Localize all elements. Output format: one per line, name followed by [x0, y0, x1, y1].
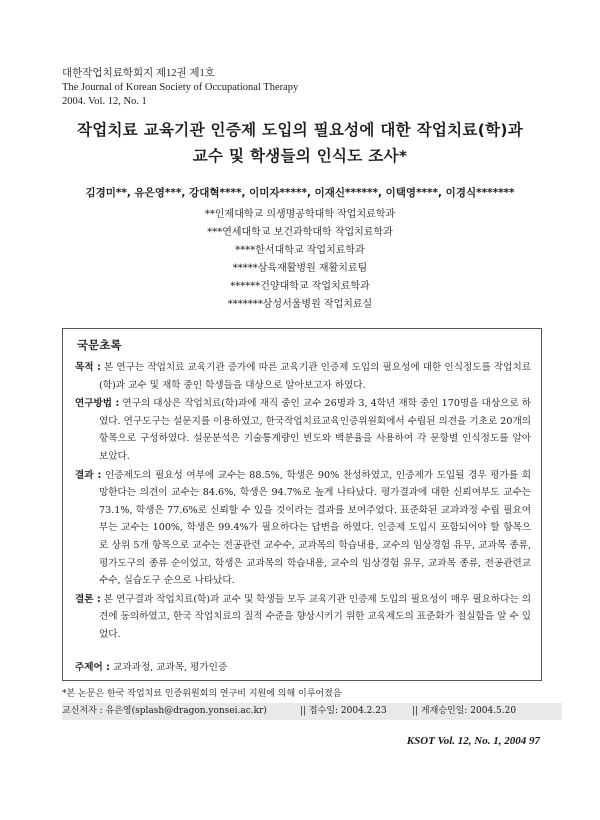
author-list: 김경미**, 유은영***, 강대혁****, 이미자*****, 이재신******, 이택영****, 이경식******* — [85, 187, 515, 199]
section-text: 본 연구결과 작업치료(학)과 교수 및 학생들 모두 교육기관 인증제 도입의 필요성이 매우 필요하다는 의견에 동의하였고, 한국 작업치료의 질적 수준을 향상시키기 위한 교육제도의 표준화가 절실함을 알 수 있었다. — [99, 593, 531, 640]
abstract-section-conclusion — [75, 591, 531, 644]
journal-header — [62, 67, 462, 109]
affiliation: ***연세대학교 보건과학대학 작업치료학과 — [207, 227, 393, 238]
journal-volume: 2004. Vol. 12, No. 1 — [62, 96, 147, 107]
funding-footnote: *본 논문은 한국 작업치료 인증위원회의 연구비 지원에 의해 이루어졌음 — [62, 689, 342, 699]
keywords-label: 주제어 : — [75, 662, 110, 673]
section-label: 목적 : — [75, 362, 101, 373]
affiliation: ******건양대학교 작업치료학과 — [230, 281, 370, 292]
section-text: 본 연구는 작업치료 교육기관 증가에 따른 교육기관 인증제 도입의 필요성에 대한 인식정도를 작업치료(학)과 교수 및 재학 중인 학생들을 대상으로 알아보고자 하였다. — [99, 362, 531, 391]
section-label: 연구방법 : — [75, 398, 120, 410]
section-label: 결론 : — [75, 593, 101, 605]
journal-name-korean: 대한작업치료학회지 제12권 제1호 — [62, 68, 215, 79]
abstract-heading: 국문초록 — [77, 338, 122, 352]
abstract-section-results — [75, 467, 531, 590]
abstract-section-purpose — [75, 359, 531, 394]
abstract-box — [62, 328, 542, 681]
received-date: || 접수일: 2004.2.23 — [300, 706, 387, 716]
correspondence-bar — [62, 703, 562, 720]
abstract-section-methods — [75, 395, 531, 465]
accepted-date: || 게재승인일: 2004.5.20 — [412, 706, 517, 716]
affiliation: **인제대학교 의생명공학대학 작업치료학과 — [204, 209, 396, 220]
section-text: 연구의 대상은 작업치료(학)과에 재직 중인 교수 26명과 3, 4학년 재학 중인 170명을 대상으로 하였다. 연구도구는 설문지를 이용하였고, 한국작업치료교육인증위원회에서 수립된 의견을 기초로 20개의 항목으로 구성하였다. 설문분석은 기술통계량인 빈도와 백분율을 사용하여 각 문항별 인식정도를 알아보았다. — [99, 398, 531, 462]
paper-title-line2: 교수 및 학생들의 인식도 조사* — [192, 147, 408, 165]
paper-title — [40, 117, 560, 169]
affiliation: *******삼성서울병원 작업치료실 — [227, 299, 373, 310]
section-text: 인증제도의 필요성 여부에 교수는 88.5%, 학생은 90% 찬성하였고, 인증제가 도입될 경우 평가를 희망한다는 의견이 교수는 84.6%, 학생은 94.7%로 높게 나타났다. 평가결과에 대한 신뢰여부도 교수는 73.1%, 학생은 77.6%로 신뢰할 수 있을 것이라는 결과를 보여주었다. 표준화된 교과과정 수립 필요여부는 교수는 100%, 학생은 99.4%가 필요하다는 답변을 하였다. 인증제 도입시 포함되어야 할 항목으로 상위 5개 항목으로 교수는 전공관련 교수수, 교과목의 학습내용, 교수의 임상경험 유무, 교과목 종류, 평가도구의 종류 순이었고, 학생은 교과목의 학습내용, 교수의 임상경험 유무, 교과목 종류, 전공관련교수수, 실습도구 순으로 나타났다. — [99, 469, 531, 587]
page-footer: KSOT Vol. 12, No. 1, 2004 97 — [406, 735, 540, 747]
affiliation-list — [60, 206, 540, 314]
keywords-text: 교과과정, 교과목, 평가인증 — [113, 662, 228, 673]
paper-title-line1: 작업치료 교육기관 인증제 도입의 필요성에 대한 작업치료(학)과 — [76, 121, 524, 139]
section-label: 결과 : — [75, 469, 102, 481]
journal-name-english: The Journal of Korean Society of Occupational Therapy — [62, 82, 299, 93]
corresponding-author: 교신저자 : 유은영(splash@dragon.yonsei.ac.kr) — [62, 706, 267, 716]
affiliation: ****한서대학교 작업치료학과 — [235, 245, 365, 256]
affiliation: *****삼육재활병원 재활치료팀 — [232, 263, 368, 274]
abstract-body — [75, 359, 531, 645]
keywords — [75, 659, 227, 673]
